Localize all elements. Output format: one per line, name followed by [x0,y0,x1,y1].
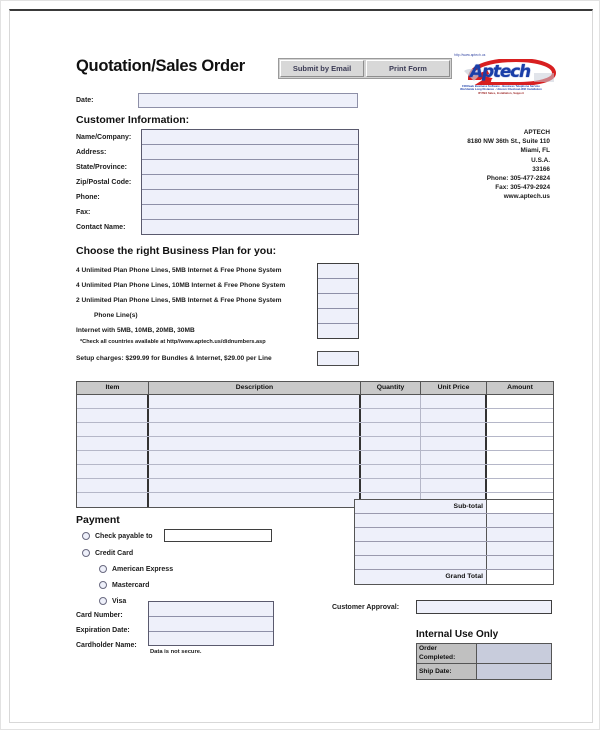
cell-unit-price[interactable] [421,395,487,408]
customer-label-zip: Zip/Postal Code: [76,179,132,186]
expiration-date-input[interactable] [149,617,273,632]
company-country: U.S.A. [531,156,550,164]
totals-row-blank [355,514,553,528]
table-row [77,409,553,423]
plan-label-2: 4 Unlimited Plan Phone Lines, 10MB Internet & Free Phone System [76,282,286,289]
radio-visa[interactable] [99,597,107,605]
totals-blank-label[interactable] [355,514,487,527]
column-header-description: Description [149,382,361,394]
setup-charges-input[interactable] [317,351,359,366]
table-row [77,451,553,465]
company-name: APTECH [523,129,550,136]
cell-quantity[interactable] [361,437,421,450]
cell-item[interactable] [77,409,149,422]
visa-label: Visa [112,598,127,605]
cell-quantity[interactable] [361,423,421,436]
subtotal-value[interactable] [487,500,553,513]
page-title: Quotation/Sales Order [76,57,245,75]
company-street: 8180 NW 36th St., Suite 110 [467,138,550,146]
totals-blank-value[interactable] [487,542,553,555]
cell-unit-price[interactable] [421,437,487,450]
customer-approval-label: Customer Approval: [332,604,400,611]
customer-information-heading: Customer Information: [76,114,190,126]
customer-label-state: State/Province: [76,164,127,171]
table-row [77,423,553,437]
customer-information-fields [141,129,359,235]
cell-quantity[interactable] [361,479,421,492]
grand-total-value[interactable] [487,570,553,584]
date-label: Date: [76,97,94,104]
form-button-bar [278,58,452,79]
print-form-button[interactable]: Print Form [366,60,450,77]
radio-credit-card[interactable] [82,549,90,557]
cell-amount[interactable] [487,409,553,422]
totals-row-blank [355,528,553,542]
company-website: www.aptech.us [503,193,550,201]
plan-input-2[interactable] [318,279,358,294]
cell-quantity[interactable] [361,465,421,478]
logo-wordmark: Aptech [470,62,530,82]
ship-date-value[interactable] [477,664,551,679]
radio-mastercard[interactable] [99,581,107,589]
credit-card-label: Credit Card [95,550,134,557]
check-payable-label: Check payable to [95,533,153,540]
totals-row-blank [355,542,553,556]
totals-blank-label[interactable] [355,528,487,541]
setup-charges-label: Setup charges: $299.99 for Bundles & Internet, $29.00 per Line [76,355,272,362]
customer-input-contact[interactable] [142,220,358,235]
plan-input-1[interactable] [318,264,358,279]
customer-approval-input[interactable] [416,600,552,614]
mastercard-label: Mastercard [112,582,150,589]
order-completed-label: Order Completed: [417,644,477,663]
items-table-body [76,395,554,508]
customer-label-phone: Phone: [76,194,100,201]
aptech-logo [442,53,560,97]
company-fax: Fax: 305-479-2924 [495,184,550,192]
cell-description[interactable] [149,423,361,436]
totals-blank-label[interactable] [355,542,487,555]
cell-description[interactable] [149,395,361,408]
table-row [77,465,553,479]
plan-label-1: 4 Unlimited Plan Phone Lines, 5MB Internet & Free Phone System [76,267,282,274]
totals-table [354,499,554,585]
cell-unit-price[interactable] [421,465,487,478]
table-row [77,395,553,409]
cell-quantity[interactable] [361,409,421,422]
cell-amount[interactable] [487,437,553,450]
card-number-label: Card Number: [76,612,123,619]
logo-url-text: http://www.aptech.us [454,53,486,57]
cell-description[interactable] [149,437,361,450]
form-sheet [9,9,593,723]
cell-unit-price[interactable] [421,423,487,436]
card-number-input[interactable] [149,602,273,617]
cell-description[interactable] [149,409,361,422]
items-table [76,381,554,508]
column-header-amount: Amount [507,384,533,391]
customer-input-address[interactable] [142,145,358,160]
cell-amount[interactable] [487,479,553,492]
order-completed-value[interactable] [477,644,551,663]
internal-row-ship-date [417,664,551,679]
cell-unit-price[interactable] [421,479,487,492]
table-row [77,479,553,493]
plan-input-3[interactable] [318,294,358,309]
payment-heading: Payment [76,514,120,526]
logo-tagline-line-2: Worldwide Long Distance - Unicom Checkout-Wifi Installation [460,88,542,92]
cell-description[interactable] [149,451,361,464]
column-header-quantity: Quantity [361,382,421,394]
items-table-header-row [76,381,554,395]
plan-countries-note: *Check all countries available at http//www.aptech.us/didnumbers.asp [80,339,266,345]
customer-input-state[interactable] [142,160,358,175]
cell-item[interactable] [77,479,149,492]
company-city: Miami, FL [520,147,550,155]
logo-tagline-line-3: IP PBX Sales, Installation, Support [478,91,524,95]
customer-label-fax: Fax: [76,209,91,216]
cardholder-name-input[interactable] [149,632,273,647]
cell-item[interactable] [77,423,149,436]
company-zip: 33166 [532,165,550,173]
security-note: Data is not secure. [150,649,202,655]
totals-row-blank [355,556,553,570]
company-address-block [430,128,550,202]
cell-amount[interactable] [487,395,553,408]
expiration-date-label: Expiration Date: [76,627,130,634]
customer-label-name: Name/Company: [76,134,132,141]
logo-tagline [442,85,560,95]
cell-amount[interactable] [487,451,553,464]
cell-item[interactable] [77,465,149,478]
column-header-item: Item [77,382,149,394]
business-plan-heading: Choose the right Business Plan for you: [76,245,277,257]
subtotal-label: Sub-total [355,500,487,513]
radio-american-express[interactable] [99,565,107,573]
plan-input-5[interactable] [318,324,358,339]
cell-item[interactable] [77,493,149,507]
customer-input-fax[interactable] [142,205,358,220]
cell-quantity[interactable] [361,395,421,408]
customer-input-zip[interactable] [142,175,358,190]
customer-label-contact: Contact Name: [76,224,126,231]
cell-item[interactable] [77,451,149,464]
logo-tagline-line-1: FIDOweb Business Software - Business Telephone Service [462,85,540,88]
cell-amount[interactable] [487,465,553,478]
company-phone: Phone: 305-477-2824 [486,175,550,183]
totals-blank-value[interactable] [487,514,553,527]
date-input[interactable] [138,93,358,108]
internal-use-heading: Internal Use Only [416,629,499,640]
customer-label-address: Address: [76,149,107,156]
credit-card-fields [148,601,274,646]
cell-description[interactable] [149,493,361,507]
grand-total-label: Grand Total [355,570,487,584]
cell-quantity[interactable] [361,451,421,464]
submit-by-email-button[interactable]: Submit by Email [280,60,364,77]
customer-input-phone[interactable] [142,190,358,205]
american-express-label: American Express [112,566,174,573]
cell-amount[interactable] [487,423,553,436]
column-header-unit-price: Unit Price [421,382,487,394]
totals-row-grand-total [355,570,553,584]
totals-blank-value[interactable] [487,528,553,541]
customer-input-name[interactable] [142,130,358,145]
plan-label-5: Internet with 5MB, 10MB, 20MB, 30MB [76,327,195,334]
cardholder-name-label: Cardholder Name: [76,642,137,649]
totals-row-subtotal [355,500,553,514]
cell-description[interactable] [149,479,361,492]
business-plan-inputs [317,263,359,339]
ship-date-label: Ship Date: [417,664,477,679]
plan-input-4[interactable] [318,309,358,324]
radio-check-payable[interactable] [82,532,90,540]
plan-label-4: Phone Line(s) [94,312,138,319]
totals-blank-value[interactable] [487,556,553,569]
plan-label-3: 2 Unlimited Plan Phone Lines, 5MB Internet & Free Phone System [76,297,282,304]
totals-blank-label[interactable] [355,556,487,569]
check-payable-input[interactable] [164,529,272,542]
cell-item[interactable] [77,437,149,450]
cell-unit-price[interactable] [421,409,487,422]
table-row [77,437,553,451]
internal-row-order-completed [417,644,551,664]
internal-use-table [416,643,552,680]
cell-item[interactable] [77,395,149,408]
cell-unit-price[interactable] [421,451,487,464]
cell-description[interactable] [149,465,361,478]
